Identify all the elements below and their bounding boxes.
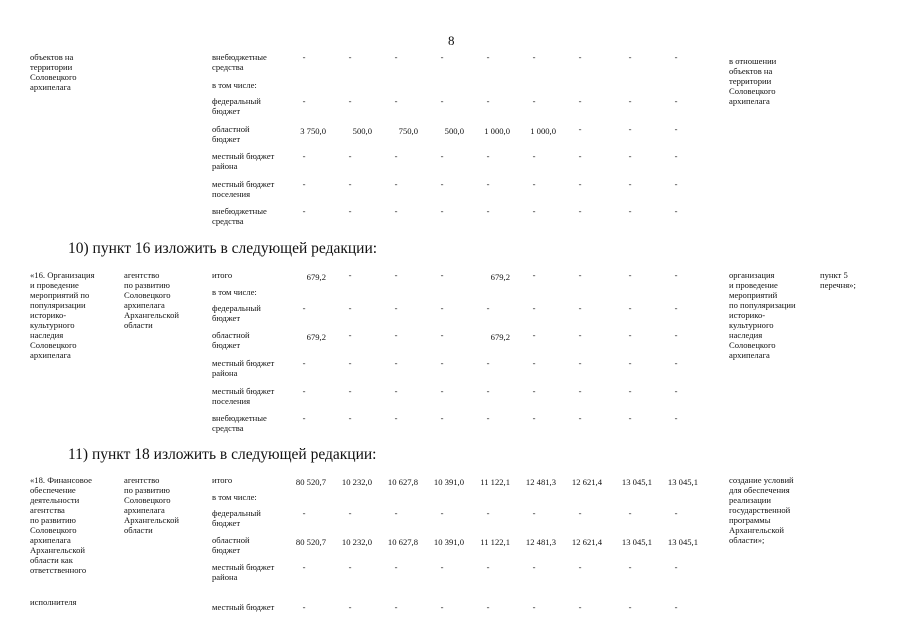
- row-value: -: [628, 52, 632, 62]
- row-value: -: [578, 508, 582, 518]
- row-value: -: [486, 151, 490, 161]
- row-value: 11 122,1: [480, 477, 510, 487]
- row-label: в том числе:: [212, 80, 257, 90]
- row-value: -: [440, 358, 444, 368]
- row-value: -: [532, 270, 536, 280]
- row-value: -: [532, 330, 536, 340]
- row-value: -: [440, 303, 444, 313]
- row-value: -: [532, 562, 536, 572]
- row-value: -: [394, 330, 398, 340]
- row-value: -: [348, 206, 352, 216]
- row-value: 679,2: [306, 272, 326, 282]
- row-value: -: [486, 358, 490, 368]
- row-value: -: [348, 358, 352, 368]
- row-value: -: [674, 602, 678, 612]
- row-value: -: [628, 303, 632, 313]
- row-value: -: [302, 52, 306, 62]
- row-value: 3 750,0: [300, 126, 326, 136]
- row-value: -: [394, 151, 398, 161]
- row-value: -: [486, 303, 490, 313]
- row-value: -: [674, 562, 678, 572]
- row-value: -: [486, 206, 490, 216]
- row-value: -: [486, 508, 490, 518]
- page-number: 8: [448, 33, 455, 48]
- section2-result: создание условий для обеспечения реализации государственной программы Архангельской области»;: [729, 475, 794, 545]
- row-value: -: [628, 602, 632, 612]
- row-value: 13 045,1: [621, 477, 652, 487]
- row-value: -: [348, 602, 352, 612]
- row-label: федеральный бюджет: [212, 96, 261, 116]
- row-value: 80 520,7: [295, 537, 326, 547]
- row-label: в том числе:: [212, 492, 257, 502]
- row-value: -: [486, 96, 490, 106]
- row-value: -: [674, 330, 678, 340]
- row-label: местный бюджет: [212, 602, 275, 612]
- row-value: -: [348, 386, 352, 396]
- row-value: -: [302, 508, 306, 518]
- row-value: 10 391,0: [433, 537, 464, 547]
- row-value: -: [486, 562, 490, 572]
- row-label: местный бюджет района: [212, 151, 275, 171]
- row-value: -: [394, 179, 398, 189]
- row-value: -: [674, 386, 678, 396]
- row-value: -: [394, 386, 398, 396]
- row-value: 10 232,0: [341, 477, 372, 487]
- row-value: -: [532, 179, 536, 189]
- row-value: -: [440, 562, 444, 572]
- row-label: внебюджетные средства: [212, 413, 267, 433]
- row-value: -: [628, 508, 632, 518]
- row-value: -: [348, 303, 352, 313]
- row-label: местный бюджет поселения: [212, 386, 275, 406]
- row-value: -: [532, 206, 536, 216]
- row-value: -: [394, 270, 398, 280]
- row-value: -: [628, 151, 632, 161]
- row-value: 679,2: [490, 272, 510, 282]
- row-value: -: [302, 96, 306, 106]
- row-value: -: [532, 151, 536, 161]
- row-value: -: [674, 206, 678, 216]
- row-value: -: [348, 151, 352, 161]
- row-value: 679,2: [306, 332, 326, 342]
- row-value: -: [394, 96, 398, 106]
- row-value: -: [302, 602, 306, 612]
- row-value: -: [348, 330, 352, 340]
- heading-point-16: 10) пункт 16 изложить в следующей редакции:: [68, 240, 378, 257]
- row-label: местный бюджет района: [212, 358, 275, 378]
- row-label: областной бюджет: [212, 330, 250, 350]
- row-value: -: [628, 413, 632, 423]
- row-value: 1 000,0: [530, 126, 556, 136]
- row-value: -: [440, 206, 444, 216]
- section1-executor: агентство по развитию Соловецкого архипелага Архангельской области: [124, 270, 179, 330]
- row-label: местный бюджет поселения: [212, 179, 275, 199]
- row-value: -: [674, 151, 678, 161]
- row-value: -: [532, 386, 536, 396]
- row-value: 10 627,8: [387, 477, 418, 487]
- row-value: 11 122,1: [480, 537, 510, 547]
- row-value: -: [628, 358, 632, 368]
- section2-name: «18. Финансовое обеспечение деятельности агентства по развитию Соловецкого архипелага Архангельской области как ответственного: [30, 475, 92, 575]
- row-value: -: [394, 303, 398, 313]
- row-value: -: [302, 386, 306, 396]
- row-value: -: [674, 179, 678, 189]
- row-value: 12 481,3: [525, 477, 556, 487]
- row-value: 679,2: [490, 332, 510, 342]
- row-value: -: [302, 206, 306, 216]
- row-value: -: [628, 206, 632, 216]
- row-label: местный бюджет района: [212, 562, 275, 582]
- row-value: -: [532, 413, 536, 423]
- section0-name-tail: объектов на территории Соловецкого архипелага: [30, 52, 77, 92]
- row-value: -: [578, 413, 582, 423]
- row-label: итого: [212, 475, 233, 485]
- row-value: -: [486, 602, 490, 612]
- section1-result: организация и проведение мероприятий по популяризации историко- культурного наследия Соловецкого архипелага: [729, 270, 796, 360]
- row-value: -: [674, 303, 678, 313]
- row-value: -: [486, 179, 490, 189]
- row-value: -: [440, 96, 444, 106]
- row-value: -: [348, 270, 352, 280]
- row-value: -: [440, 330, 444, 340]
- row-label: федеральный бюджет: [212, 303, 261, 323]
- row-value: -: [394, 602, 398, 612]
- section0-result-tail: в отношении объектов на территории Соловецкого архипелага: [729, 56, 777, 106]
- row-value: -: [578, 151, 582, 161]
- row-label: итого: [212, 270, 233, 280]
- row-value: 12 621,4: [571, 537, 602, 547]
- section2-executor: агентство по развитию Соловецкого архипелага Архангельской области: [124, 475, 179, 535]
- row-value: -: [628, 179, 632, 189]
- row-value: -: [302, 413, 306, 423]
- row-value: -: [674, 124, 678, 134]
- row-value: -: [578, 206, 582, 216]
- row-value: -: [440, 270, 444, 280]
- row-value: -: [578, 179, 582, 189]
- row-value: -: [440, 386, 444, 396]
- row-value: -: [348, 508, 352, 518]
- row-value: -: [302, 179, 306, 189]
- row-value: -: [674, 413, 678, 423]
- row-value: 750,0: [398, 126, 418, 136]
- row-value: -: [578, 303, 582, 313]
- row-value: -: [674, 52, 678, 62]
- row-value: -: [628, 124, 632, 134]
- row-label: федеральный бюджет: [212, 508, 261, 528]
- row-value: 500,0: [444, 126, 464, 136]
- row-value: -: [628, 330, 632, 340]
- row-value: -: [440, 508, 444, 518]
- row-value: -: [674, 508, 678, 518]
- row-value: 13 045,1: [621, 537, 652, 547]
- row-value: 1 000,0: [484, 126, 510, 136]
- row-value: -: [532, 303, 536, 313]
- row-value: -: [394, 413, 398, 423]
- row-value: -: [578, 562, 582, 572]
- row-value: -: [674, 270, 678, 280]
- row-value: -: [532, 358, 536, 368]
- row-value: -: [532, 602, 536, 612]
- row-value: -: [578, 602, 582, 612]
- row-value: 10 627,8: [387, 537, 418, 547]
- row-value: -: [302, 358, 306, 368]
- row-value: -: [486, 52, 490, 62]
- row-value: -: [532, 96, 536, 106]
- row-value: -: [578, 330, 582, 340]
- row-label: в том числе:: [212, 287, 257, 297]
- row-value: -: [628, 386, 632, 396]
- row-value: 13 045,1: [667, 537, 698, 547]
- row-value: -: [486, 386, 490, 396]
- row-value: -: [532, 52, 536, 62]
- row-label: внебюджетные средства: [212, 206, 267, 226]
- row-value: -: [578, 386, 582, 396]
- row-value: -: [578, 124, 582, 134]
- row-value: 12 481,3: [525, 537, 556, 547]
- row-label: областной бюджет: [212, 535, 250, 555]
- row-value: -: [628, 562, 632, 572]
- row-value: 12 621,4: [571, 477, 602, 487]
- row-value: -: [578, 96, 582, 106]
- row-value: -: [440, 151, 444, 161]
- row-value: -: [394, 52, 398, 62]
- heading-point-18: 11) пункт 18 изложить в следующей редакции:: [68, 446, 377, 463]
- row-value: -: [348, 413, 352, 423]
- row-value: -: [440, 52, 444, 62]
- row-value: -: [348, 562, 352, 572]
- row-value: -: [348, 96, 352, 106]
- row-value: -: [394, 358, 398, 368]
- row-value: -: [578, 52, 582, 62]
- row-value: -: [578, 358, 582, 368]
- row-value: -: [486, 413, 490, 423]
- row-value: 10 391,0: [433, 477, 464, 487]
- section1-note: пункт 5 перечня»;: [820, 270, 856, 290]
- row-value: -: [674, 358, 678, 368]
- section2-name-tail: исполнителя: [30, 597, 77, 607]
- row-value: 10 232,0: [341, 537, 372, 547]
- row-value: -: [302, 151, 306, 161]
- row-value: -: [628, 270, 632, 280]
- row-value: 500,0: [352, 126, 372, 136]
- row-label: внебюджетные средства: [212, 52, 267, 72]
- row-value: 13 045,1: [667, 477, 698, 487]
- row-value: -: [394, 206, 398, 216]
- row-value: -: [532, 508, 536, 518]
- row-value: -: [578, 270, 582, 280]
- row-value: -: [394, 562, 398, 572]
- row-value: -: [348, 52, 352, 62]
- row-label: областной бюджет: [212, 124, 250, 144]
- row-value: -: [440, 179, 444, 189]
- row-value: -: [348, 179, 352, 189]
- row-value: -: [440, 602, 444, 612]
- row-value: 80 520,7: [295, 477, 326, 487]
- row-value: -: [628, 96, 632, 106]
- row-value: -: [674, 96, 678, 106]
- section1-name: «16. Организация и проведение мероприятий по популяризации историко- культурного наследия Соловецкого архипелага: [30, 270, 95, 360]
- row-value: -: [394, 508, 398, 518]
- row-value: -: [440, 413, 444, 423]
- row-value: -: [302, 303, 306, 313]
- row-value: -: [302, 562, 306, 572]
